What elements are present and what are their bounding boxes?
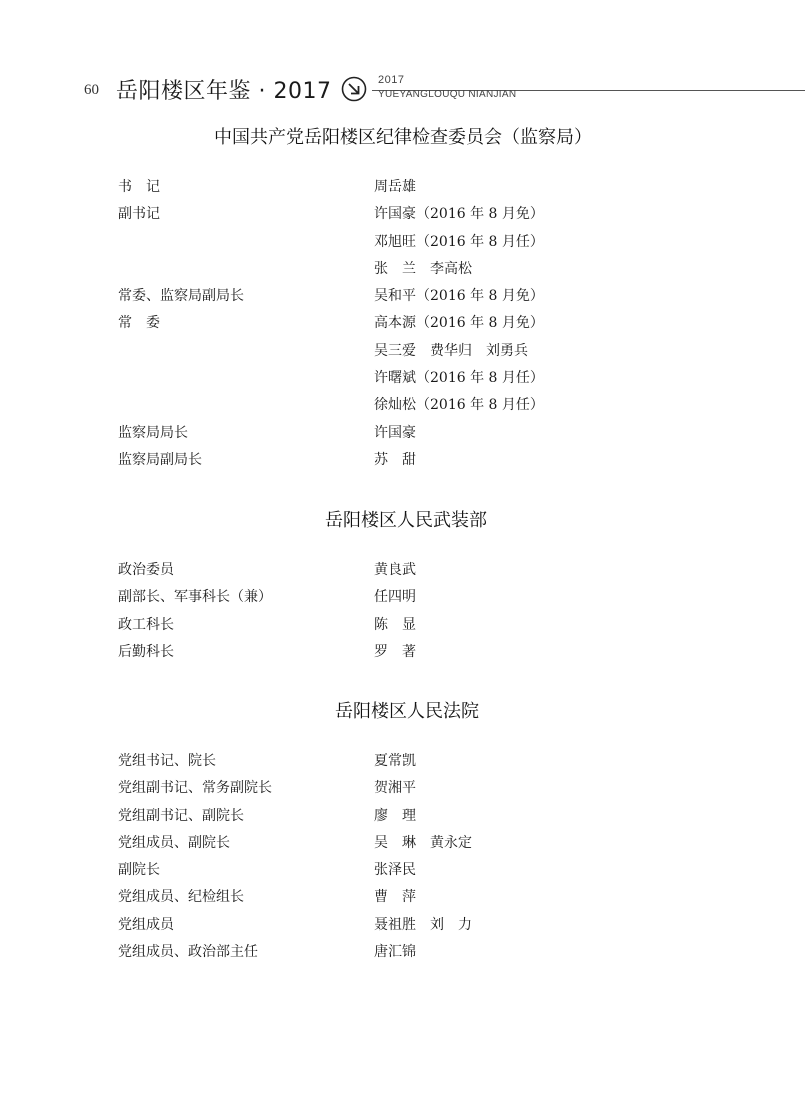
person-name: 吴和平（2016 年 8 月免） (374, 288, 544, 305)
person-name: 许国豪 (374, 424, 416, 441)
role-label: 副部长、军事科长（兼） (118, 589, 272, 606)
person-name: 周岳雄 (374, 179, 416, 195)
role-label: 常委、监察局副局长 (118, 288, 244, 305)
person-name: 曹 萍 (374, 889, 416, 906)
person-name: 邓旭旺（2016 年 8 月任） (374, 233, 544, 250)
book-title: 岳阳楼区年鉴 · 2017 (116, 79, 332, 104)
person-name: 张 兰 李高松 (374, 260, 472, 277)
role-label: 常 委 (118, 315, 160, 332)
person-name: 唐汇锦 (374, 944, 416, 961)
role-label: 党组成员、纪检组长 (118, 889, 244, 906)
person-name: 吴 琳 黄永定 (374, 834, 472, 851)
person-name: 夏常凯 (374, 753, 416, 769)
person-name: 高本源（2016 年 8 月免） (374, 315, 544, 332)
person-name: 许曙斌（2016 年 8 月任） (374, 370, 544, 387)
person-name: 黄良武 (374, 562, 416, 578)
person-name: 陈 显 (374, 616, 416, 633)
section-title-peoples-court: 岳阳楼区人民法院 (335, 701, 479, 722)
page-number: 60 (84, 82, 99, 98)
role-label: 党组成员、副院长 (118, 834, 230, 851)
person-name: 聂祖胜 刘 力 (374, 916, 472, 933)
section-title-armed-forces-dept: 岳阳楼区人民武装部 (325, 510, 487, 531)
person-name: 许国豪（2016 年 8 月免） (374, 206, 544, 223)
role-label: 副院长 (118, 862, 160, 879)
header-pinyin: YUEYANGLOUQU NIANJIAN (378, 89, 517, 100)
header-year: 2017 (378, 74, 405, 86)
person-name: 廖 理 (374, 807, 416, 824)
role-label: 后勤科长 (118, 643, 174, 660)
section-title-discipline-commission: 中国共产党岳阳楼区纪律检查委员会（监察局） (214, 127, 592, 148)
role-label: 党组成员、政治部主任 (118, 944, 258, 961)
arrow-down-right-circle-icon (341, 76, 367, 102)
role-label: 党组成员 (118, 916, 174, 933)
person-name: 任四明 (374, 589, 416, 606)
person-name: 苏 甜 (374, 451, 416, 468)
person-name: 徐灿松（2016 年 8 月任） (374, 397, 544, 414)
person-name: 吴三爱 费华归 刘勇兵 (374, 342, 528, 359)
role-label: 监察局局长 (118, 424, 188, 441)
role-label: 书 记 (118, 179, 160, 195)
role-label: 党组书记、院长 (118, 753, 216, 769)
running-header (0, 72, 805, 106)
role-label: 政治委员 (118, 562, 174, 578)
role-label: 监察局副局长 (118, 451, 202, 468)
person-name: 张泽民 (374, 862, 416, 879)
person-name: 罗 著 (374, 643, 416, 660)
role-label: 党组副书记、副院长 (118, 807, 244, 824)
role-label: 副书记 (118, 206, 160, 223)
role-label: 政工科长 (118, 616, 174, 633)
role-label: 党组副书记、常务副院长 (118, 780, 272, 797)
person-name: 贺湘平 (374, 780, 416, 797)
